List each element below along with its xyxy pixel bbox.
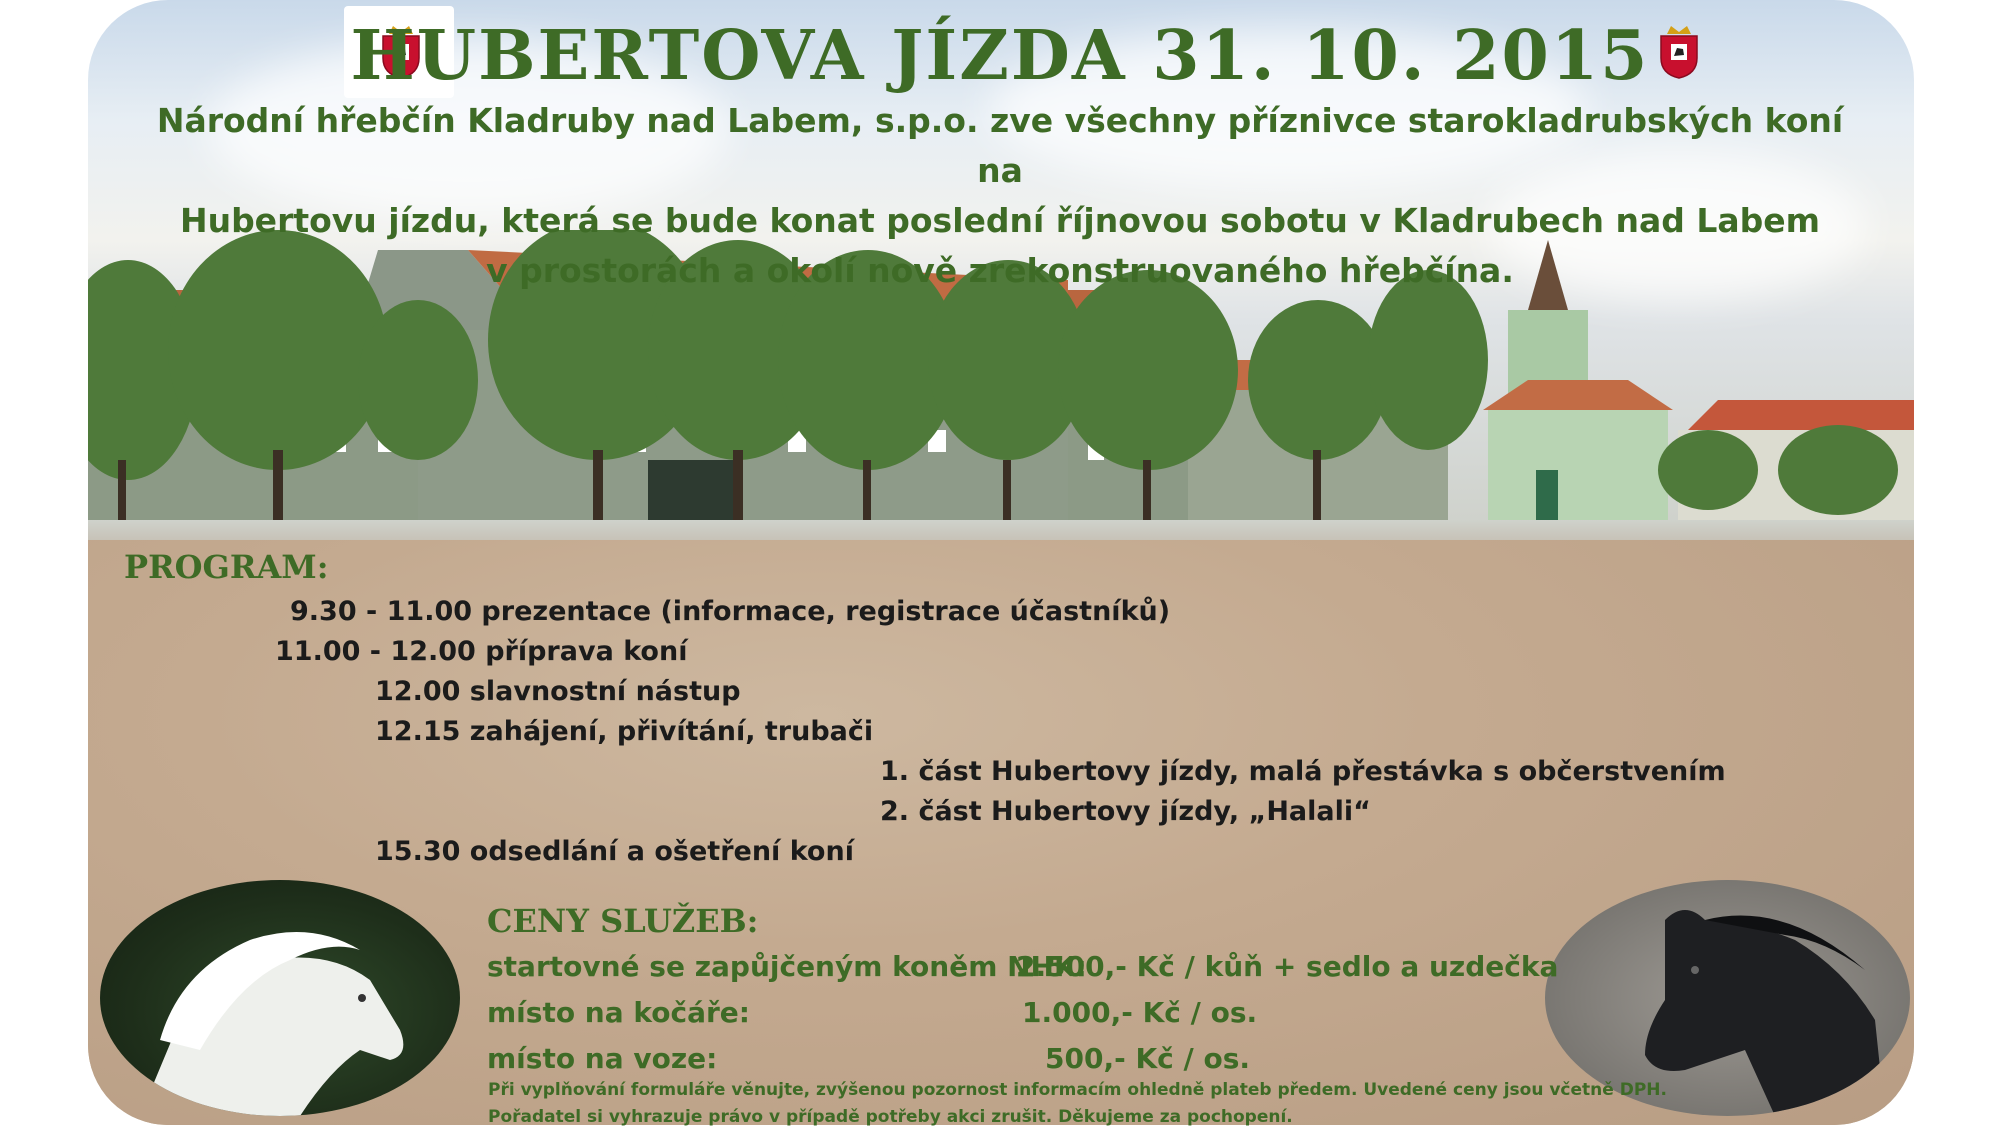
program-item: 2. část Hubertovy jízdy, „Halali“ xyxy=(880,796,1371,827)
price-value: 1.000,- Kč / os. xyxy=(1022,996,1258,1029)
program-item: 11.00 - 12.00 příprava koní xyxy=(275,636,688,667)
program-item: 9.30 - 11.00 prezentace (informace, registrace účastníků) xyxy=(290,596,1171,627)
price-label: místo na voze: xyxy=(487,1042,718,1075)
program-item: 12.00 slavnostní nástup xyxy=(375,676,741,707)
note-line: Pořadatel si vyhrazuje právo v případě potřeby akci zrušit. Děkujeme za pochopení. xyxy=(488,1107,1293,1127)
intro-line: Hubertovu jízdu, která se bude konat poslední říjnovou sobotu v Kladrubech nad Labem xyxy=(179,201,1821,240)
price-value: 500,- Kč / os. xyxy=(1045,1042,1251,1075)
program-item: 15.30 odsedlání a ošetření koní xyxy=(375,836,854,867)
program-item: 12.15 zahájení, přivítání, trubači xyxy=(375,716,874,747)
intro-line: Národní hřebčín Kladruby nad Labem, s.p.o. zve všechny příznivce starokladrubských koní na xyxy=(156,101,1844,190)
program-heading: PROGRAM: xyxy=(124,548,329,586)
note-line: Při vyplňování formuláře věnujte, zvýšenou pozornost informacím ohledně plateb předem. Uvedené ceny jsou včetně DPH. xyxy=(488,1080,1667,1100)
price-value: 2.500,- Kč / kůň + sedlo a uzdečka xyxy=(1016,950,1559,983)
price-label: místo na kočáře: xyxy=(487,996,750,1029)
program-item: 1. část Hubertovy jízdy, malá přestávka s občerstvením xyxy=(880,756,1726,787)
intro-text xyxy=(150,96,1850,296)
price-label: startovné se zapůjčeným koněm NHK: xyxy=(487,950,1087,983)
page-title: HUBERTOVA JÍZDA 31. 10. 2015 xyxy=(350,16,1650,96)
prices-heading: CENY SLUŽEB: xyxy=(487,902,759,940)
intro-line: v prostorách a okolí nově zrekonstruovaného hřebčína. xyxy=(486,251,1514,290)
white-horse-image xyxy=(100,880,460,1116)
